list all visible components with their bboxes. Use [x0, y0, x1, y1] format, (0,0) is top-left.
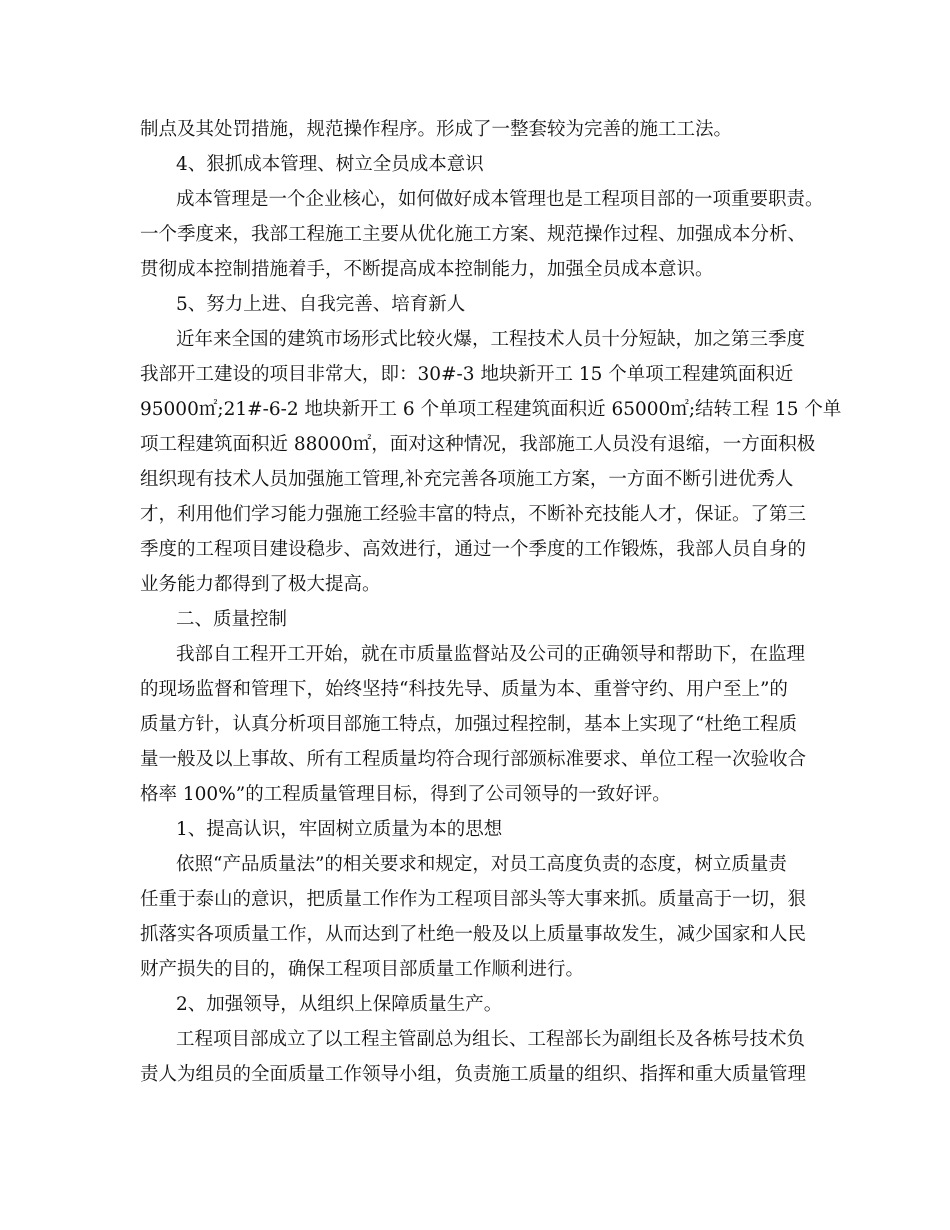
text-line: 工程项目部成立了以工程主管副总为组长、工程部长为副组长及各栋号技术负: [176, 1029, 806, 1050]
text-line: 项工程建筑面积近 88000㎡，面对这种情况，我部施工人员没有退缩，一方面积极: [140, 434, 816, 455]
text-line: 制点及其处罚措施，规范操作程序。形成了一整套较为完善的施工工法。: [140, 119, 733, 140]
text-line: 业务能力都得到了极大提高。: [140, 574, 381, 595]
text-line: 的现场监督和管理下，始终坚持“科技先导、质量为本、重誉守约、用户至上”的: [140, 679, 788, 700]
text-line: 季度的工程项目建设稳步、高效进行，通过一个季度的工作锻炼，我部人员自身的: [140, 539, 807, 560]
section-heading: 二、质量控制: [176, 609, 288, 630]
text-line: 抓落实各项质量工作，从而达到了杜绝一般及以上质量事故发生，减少国家和人民: [140, 924, 807, 945]
text-line: 一个季度来，我部工程施工主要从优化施工方案、规范操作过程、加强成本分析、: [140, 224, 807, 245]
section-heading: 1、提高认识，牢固树立质量为本的思想: [176, 819, 503, 840]
text-line: 财产损失的目的，确保工程项目部质量工作顺利进行。: [140, 959, 585, 980]
text-line: 我部开工建设的项目非常大，即：30#-3 地块新开工 15 个单项工程建筑面积近: [140, 364, 794, 385]
text-line: 我部自工程开工开始，就在市质量监督站及公司的正确领导和帮助下，在监理: [176, 644, 806, 665]
section-heading: 4、狠抓成本管理、树立全员成本意识: [176, 154, 484, 175]
text-line: 成本管理是一个企业核心，如何做好成本管理也是工程项目部的一项重要职责。: [176, 189, 824, 210]
section-heading: 5、努力上进、自我完善、培育新人: [176, 294, 466, 315]
text-line: 任重于泰山的意识，把质量工作作为工程项目部头等大事来抓。质量高于一切，狠: [140, 889, 807, 910]
text-line: 95000㎡;21#-6-2 地块新开工 6 个单项工程建筑面积近 65000㎡;结转工程 15 个单: [140, 399, 842, 420]
text-line: 近年来全国的建筑市场形式比较火爆，工程技术人员十分短缺，加之第三季度: [176, 329, 806, 350]
text-line: 量一般及以上事故、所有工程质量均符合现行部颁标准要求、单位工程一次验收合: [140, 749, 807, 770]
text-line: 才，利用他们学习能力强施工经验丰富的特点，不断补充技能人才，保证。了第三: [140, 504, 807, 525]
text-line: 质量方针，认真分析项目部施工特点，加强过程控制，基本上实现了“杜绝工程质: [140, 714, 797, 735]
text-line: 责人为组员的全面质量工作领导小组，负责施工质量的组织、指挥和重大质量管理: [140, 1064, 807, 1085]
text-line: 依照“产品质量法”的相关要求和规定，对员工高度负责的态度，树立质量责: [176, 854, 787, 875]
text-line: 贯彻成本控制措施着手，不断提高成本控制能力，加强全员成本意识。: [140, 259, 714, 280]
text-line: 格率 100%”的工程质量管理目标，得到了公司领导的一致好评。: [140, 784, 671, 805]
section-heading: 2、加强领导，从组织上保障质量生产。: [176, 994, 503, 1015]
text-line: 组织现有技术人员加强施工管理,补充完善各项施工方案，一方面不断引进优秀人: [140, 469, 794, 490]
